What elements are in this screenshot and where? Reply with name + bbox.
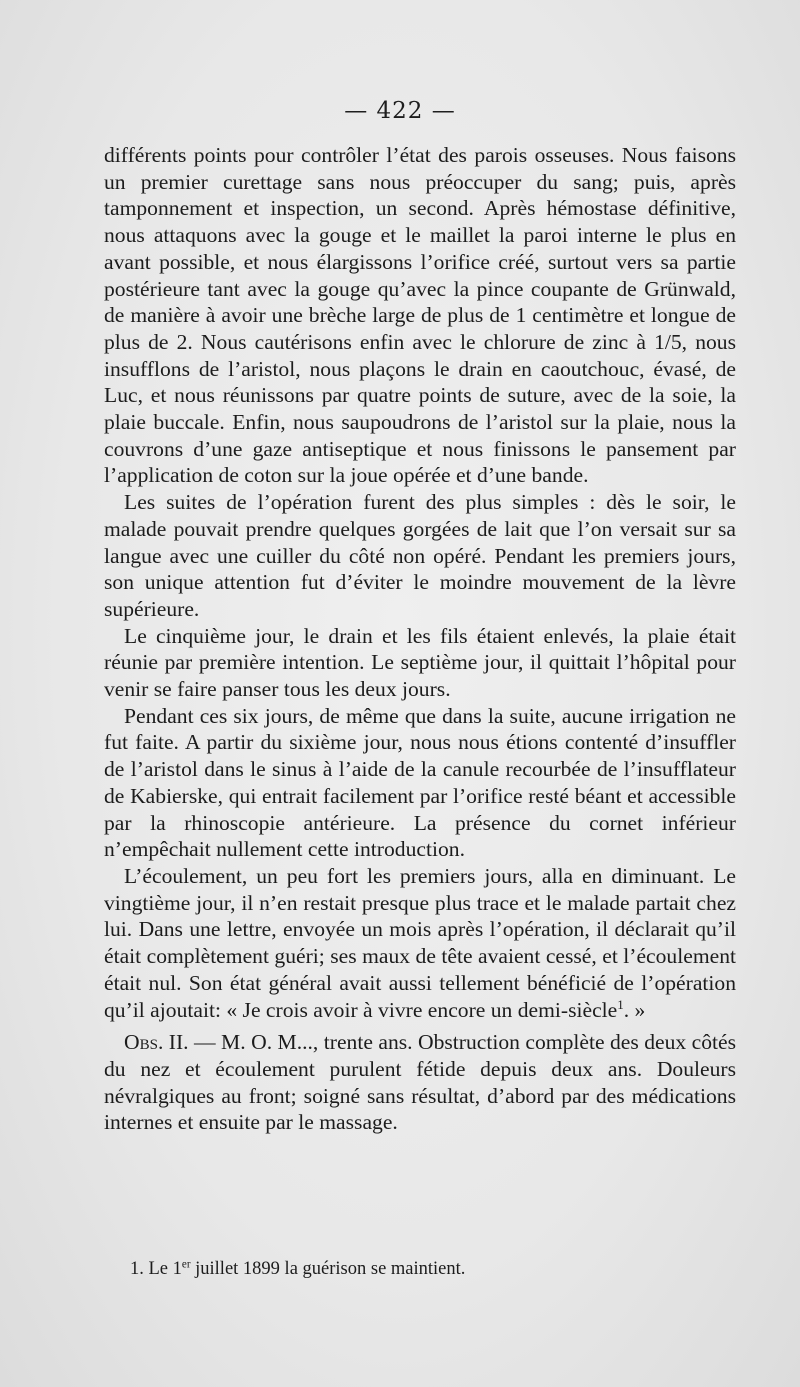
outcome-text-end: . » [623,997,646,1022]
outcome-text: L’écoulement, un peu fort les premiers jours, alla en diminuant. Le vingtième jour, il n’en restait presque plus trace et le malade partait chez lui. Dans une lettre, envoyée un mois après l’opération, il déclarait qu’il était complètement guéri; ses maux de tête avaient cessé, et l’écoulement était nul. Son état général avait aussi tellement bénéficié de l’opération qu’il ajoutait: « Je crois avoir à vivre encore un demi-siècle [104,863,736,1022]
footnote-text-start: Le 1 [143,1259,182,1279]
paragraph-outcome [104,863,736,1023]
observation-label: Obs. II. [124,1030,189,1055]
footnote-text-end: juillet 1899 la guérison se maintient. [190,1259,466,1279]
paragraph-operation-details: différents points pour contrôler l’état des parois osseuses. Nous faisons un premier curettage sans nous préoccuper du sang; puis, après tamponnement et inspection, un second. Après hémostase définitive, nous attaquons avec la gouge et le maillet la paroi interne le plus en avant possible, et nous élargissons l’orifice créé, surtout vers sa partie postérieure tant avec la gouge qu’avec la pince coupante de Grünwald, de manière à avoir une brèche large de plus de 1 centimètre et longue de plus de 2. Nous cautérisons enfin avec le chlorure de zinc à 1/5, nous insufflons de l’aristol, nous plaçons le drain en caoutchouc, évasé, de Luc, et nous réunissons par quatre points de suture, avec de la soie, la plaie buccale. Enfin, nous saupoudrons de l’aristol sur la plaie, nous la couvrons d’une gaze antiseptique et nous finissons le pansement par l’application de coton sur la joue opérée et d’une bande. [104,143,736,488]
body-text [104,142,736,1136]
paragraph-postoperative-course: Les suites de l’opération furent des plus simples : dès le soir, le malade pouvait prendre quelques gorgées de lait que l’on versait sur sa langue avec une cuiller du côté non opéré. Pendant les premiers jours, son unique attention fut d’éviter le moindre mouvement de la lèvre supérieure. [104,490,736,621]
footnote-superscript: er [181,1258,191,1271]
footnote-number: 1. [130,1259,144,1279]
paragraph-six-days: Pendant ces six jours, de même que dans la suite, aucune irrigation ne fut faite. A partir du sixième jour, nous nous étions contenté d’insuffler de l’aristol dans le sinus à l’aide de la canule recourbée de l’insufflateur de Kabierske, qui entrait facilement par l’orifice resté béant et accessible par la rhinoscopie antérieure. La présence du cornet inférieur n’empêchait nullement cette introduction. [104,703,736,862]
paragraph-observation-2 [104,1029,736,1136]
footnote-reference: 1 [617,996,624,1012]
footnote [130,1257,736,1281]
page-number: — 422 — [344,98,456,124]
paragraph-fifth-day: Le cinquième jour, le drain et les fils étaient enlevés, la plaie était réunie par première intention. Le septième jour, il quittait l’hôpital pour venir se faire panser tous les deux jours. [104,623,736,702]
observation-text: — M. O. M..., trente ans. Obstruction complète des deux côtés du nez et écoulement purulent fétide depuis deux ans. Douleurs névralgiques au front; soigné sans résultat, d’abord par des médications internes et ensuite par le massage. [104,1030,736,1135]
